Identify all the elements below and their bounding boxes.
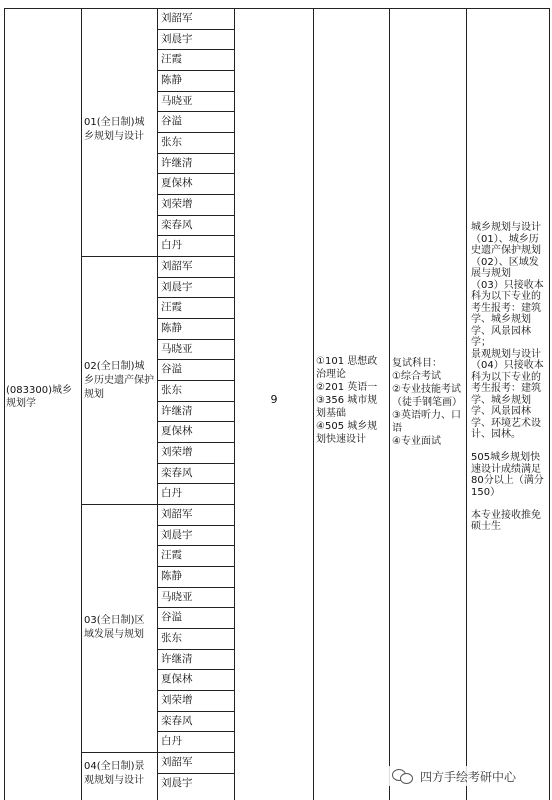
name-row-line [157, 49, 234, 50]
supervisor-name: 白丹 [161, 487, 182, 500]
supervisor-name: 夏保林 [161, 177, 193, 190]
supervisor-name: 刘韶军 [161, 756, 193, 768]
name-row-line [157, 277, 234, 278]
direction-02: 02(全日制)城乡历史遗产保护规划 [84, 361, 154, 400]
exam-subjects: ①101 思想政治理论 ②201 英语一 ③356 城市规划基础 ④505 城乡规划快速设计 [316, 356, 378, 445]
watermark [388, 766, 520, 786]
direction-04: 04(全日制)景观规划与设计 [84, 761, 145, 786]
retest-subjects: 复试科目： ①综合考试 ②专业技能考试（徒手钢笔画） ③英语听力、口语 ④专业面试 [392, 358, 462, 447]
supervisor-name: 刘荣增 [161, 197, 193, 210]
supervisor-name: 汪霞 [161, 301, 182, 314]
column-divider [157, 8, 158, 800]
supervisor-name: 白丹 [161, 735, 182, 748]
column-divider [389, 8, 390, 800]
supervisor-name: 张东 [161, 383, 182, 396]
name-row-line [157, 173, 234, 174]
name-row-line [157, 669, 234, 670]
name-row-line [157, 545, 234, 546]
group-divider [81, 256, 234, 257]
group-divider [81, 504, 234, 505]
supervisor-name: 栾春风 [161, 714, 193, 727]
supervisor-name: 张东 [161, 135, 182, 148]
name-row-line [157, 607, 234, 608]
supervisor-name: 夏保林 [161, 673, 193, 686]
column-divider [466, 8, 467, 800]
table-border-left [4, 8, 5, 800]
supervisor-name: 白丹 [161, 239, 182, 252]
name-row-line [157, 70, 234, 71]
name-row-line [157, 380, 234, 381]
name-row-line [157, 628, 234, 629]
remarks: 城乡规划与设计（01）、城乡历史遗产保护规划 （02）、区域发展与规划 （03）只接收本科为以下专业的考生报考：建筑学、城乡规划学、风景园林学； 景观规划与设计（04）只接收本科为以下专业的考生报考：建筑学、城乡规划学、风景园林学、环境艺术设计、园林。 505城乡规划快速设计成绩满足80分以上（满分150） 本专业接收推免硕士生 [471, 222, 544, 532]
supervisor-name: 陈静 [161, 73, 182, 86]
name-row-line [157, 442, 234, 443]
supervisor-name: 刘荣增 [161, 693, 193, 706]
major-name: (083300)城乡规划学 [6, 385, 72, 409]
name-row-line [157, 421, 234, 422]
supervisor-name: 刘荣增 [161, 445, 193, 458]
name-row-line [157, 463, 234, 464]
name-row-line [157, 297, 234, 298]
wechat-icon [392, 768, 414, 784]
supervisor-name: 陈静 [161, 569, 182, 582]
name-row-line [157, 153, 234, 154]
name-row-line [157, 773, 234, 774]
name-row-line [157, 731, 234, 732]
supervisor-name: 汪霞 [161, 549, 182, 562]
column-divider [81, 8, 82, 800]
enrollment-count: 9 [270, 393, 278, 406]
supervisor-name: 马晓亚 [161, 94, 193, 107]
column-divider [313, 8, 314, 800]
supervisor-name: 许继清 [161, 652, 193, 665]
name-row-line [157, 339, 234, 340]
name-row-line [157, 525, 234, 526]
table-border-top [4, 8, 550, 9]
supervisor-name: 刘晨宇 [161, 776, 193, 789]
direction-01: 01(全日制)城乡规划与设计 [84, 117, 145, 142]
name-row-line [157, 29, 234, 30]
name-row-line [157, 566, 234, 567]
supervisor-name: 谷溢 [161, 611, 182, 624]
supervisor-name: 刘韶军 [161, 12, 193, 24]
supervisor-name: 栾春风 [161, 218, 193, 231]
supervisor-name: 谷溢 [161, 115, 182, 128]
name-row-line [157, 359, 234, 360]
column-divider [234, 8, 235, 800]
name-row-line [157, 91, 234, 92]
name-row-line [157, 194, 234, 195]
supervisor-name: 陈静 [161, 321, 182, 334]
direction-03: 03(全日制)区域发展与规划 [84, 615, 145, 640]
supervisor-name: 张东 [161, 631, 182, 644]
name-row-line [157, 649, 234, 650]
supervisor-name: 刘韶军 [161, 260, 193, 272]
supervisor-name: 刘晨宇 [161, 280, 193, 293]
name-row-line [157, 215, 234, 216]
name-row-line [157, 483, 234, 484]
name-row-line [157, 111, 234, 112]
watermark-text: 四方手绘考研中心 [420, 769, 517, 784]
name-row-line [157, 132, 234, 133]
name-row-line [157, 401, 234, 402]
name-row-line [157, 587, 234, 588]
supervisor-name: 刘晨宇 [161, 528, 193, 541]
name-row-line [157, 318, 234, 319]
name-row-line [157, 690, 234, 691]
supervisor-name: 刘韶军 [161, 508, 193, 520]
supervisor-name: 夏保林 [161, 425, 193, 438]
supervisor-name: 许继清 [161, 156, 193, 169]
name-row-line [157, 235, 234, 236]
supervisor-name: 刘晨宇 [161, 32, 193, 45]
group-divider [81, 752, 234, 753]
supervisor-name: 许继清 [161, 404, 193, 417]
supervisor-name: 马晓亚 [161, 590, 193, 603]
supervisor-name: 栾春风 [161, 466, 193, 479]
table-border-right [549, 8, 550, 800]
supervisor-name: 马晓亚 [161, 342, 193, 355]
name-row-line [157, 711, 234, 712]
supervisor-name: 谷溢 [161, 363, 182, 376]
supervisor-name: 汪霞 [161, 53, 182, 66]
